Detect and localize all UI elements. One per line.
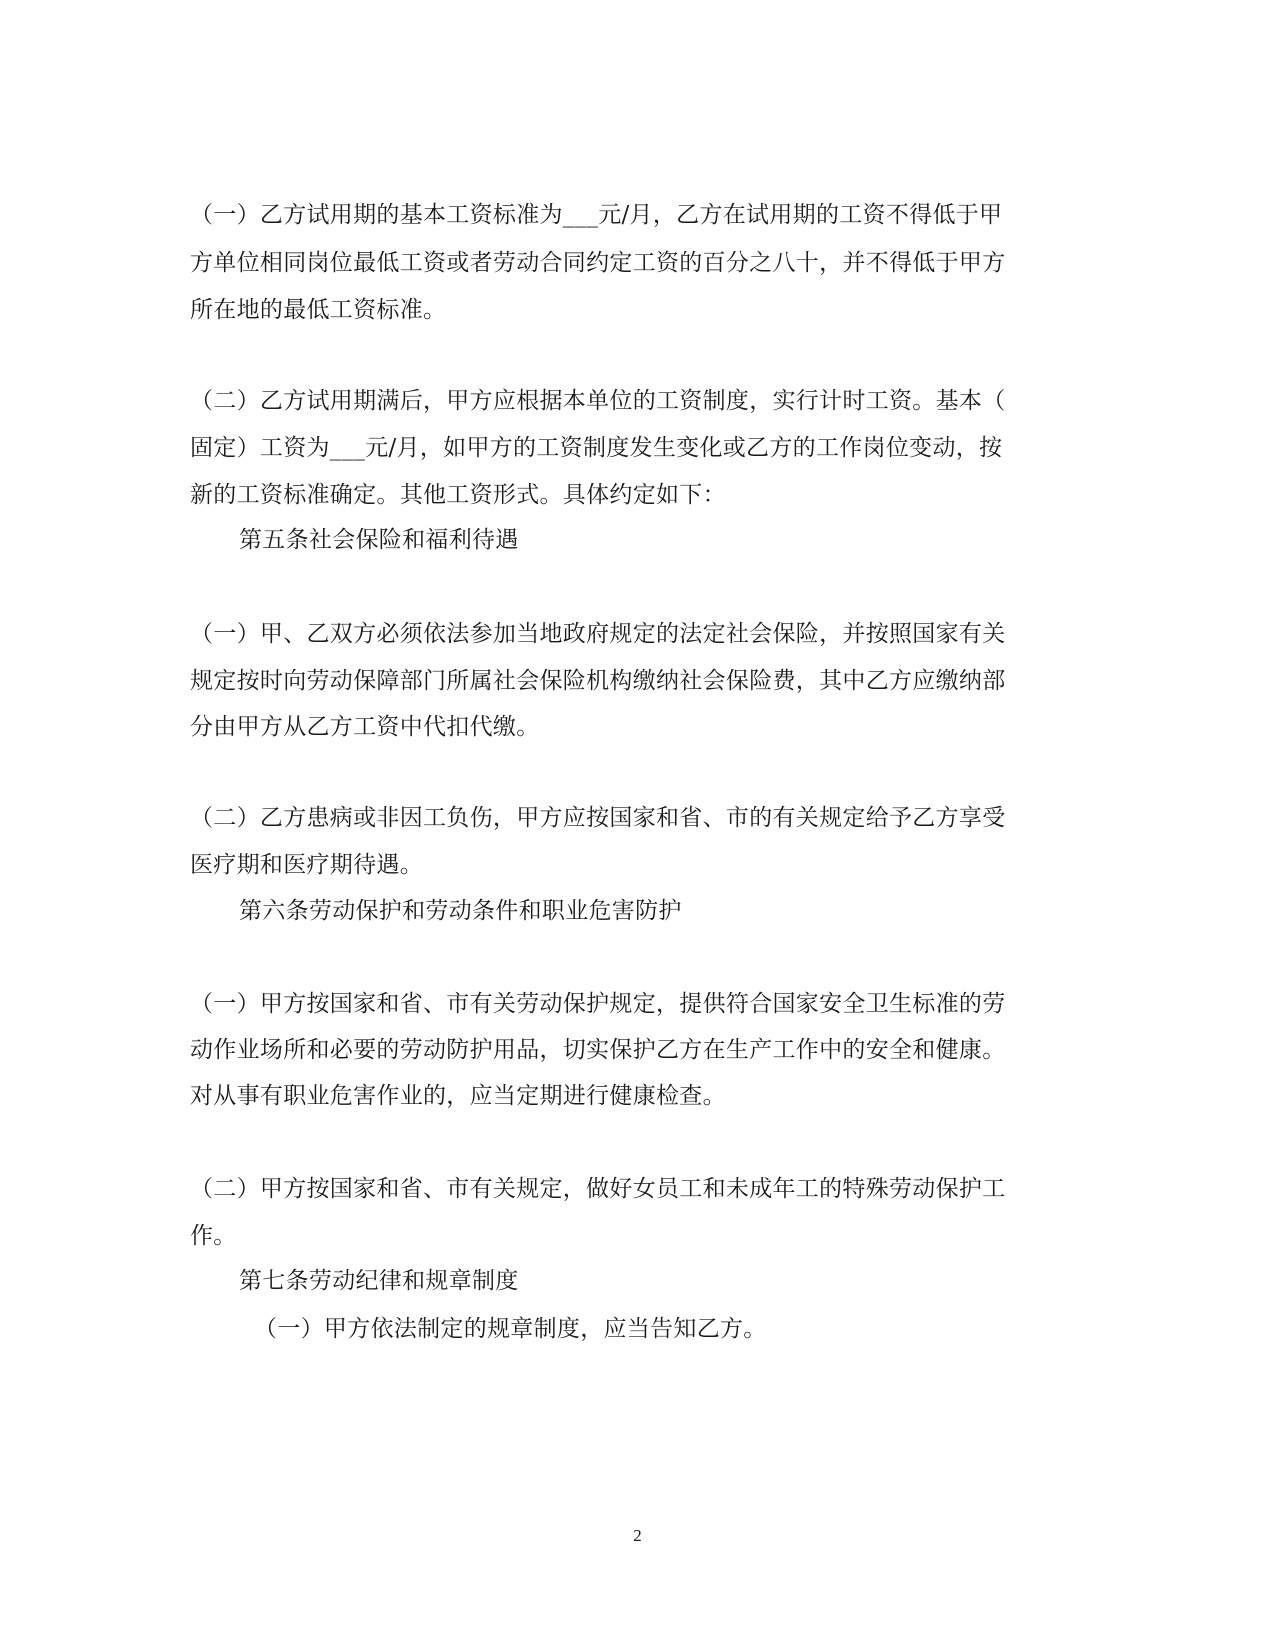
paragraph-line: 分由甲方从乙方工资中代扣代缴。 xyxy=(190,714,540,740)
paragraph-line: 所在地的最低工资标准。 xyxy=(190,297,447,323)
paragraph-line: 方单位相同岗位最低工资或者劳动合同约定工资的百分之八十，并不得低于甲方 xyxy=(190,250,1006,276)
paragraph-line: 医疗期和医疗期待遇。 xyxy=(190,852,423,878)
paragraph-line: （一）甲方按国家和省、市有关劳动保护规定，提供符合国家安全卫生标准的劳 xyxy=(190,991,1006,1017)
paragraph-line: 作。 xyxy=(190,1223,237,1249)
page-number: 2 xyxy=(633,1526,642,1545)
paragraph-line: （一）甲方依法制定的规章制度，应当告知乙方。 xyxy=(254,1316,767,1342)
paragraph-line: 新的工资标准确定。其他工资形式。具体约定如下： xyxy=(190,482,726,508)
paragraph-line: （一）甲、乙双方必须依法参加当地政府规定的法定社会保险，并按照国家有关 xyxy=(190,621,1006,647)
paragraph-line: 对从事有职业危害作业的，应当定期进行健康检查。 xyxy=(190,1083,726,1109)
paragraph-line: 规定按时向劳动保障部门所属社会保险机构缴纳社会保险费，其中乙方应缴纳部 xyxy=(190,668,1006,694)
paragraph-line: 固定）工资为___元/月，如甲方的工资制度发生变化或乙方的工作岗位变动，按 xyxy=(190,435,1003,461)
paragraph-line: （一）乙方试用期的基本工资标准为___元/月，乙方在试用期的工资不得低于甲 xyxy=(190,202,1003,228)
paragraph-line: （二）甲方按国家和省、市有关规定，做好女员工和未成年工的特殊劳动保护工 xyxy=(190,1176,1006,1202)
paragraph-line: 动作业场所和必要的劳动防护用品，切实保护乙方在生产工作中的安全和健康。 xyxy=(190,1037,1006,1063)
section-heading: 第六条劳动保护和劳动条件和职业危害防护 xyxy=(239,898,682,924)
section-heading: 第五条社会保险和福利待遇 xyxy=(239,527,519,553)
paragraph-line: （二）乙方患病或非因工负伤，甲方应按国家和省、市的有关规定给予乙方享受 xyxy=(190,805,1006,831)
section-heading: 第七条劳动纪律和规章制度 xyxy=(239,1268,519,1294)
paragraph-line: （二）乙方试用期满后，甲方应根据本单位的工资制度，实行计时工资。基本（ xyxy=(190,388,1006,414)
